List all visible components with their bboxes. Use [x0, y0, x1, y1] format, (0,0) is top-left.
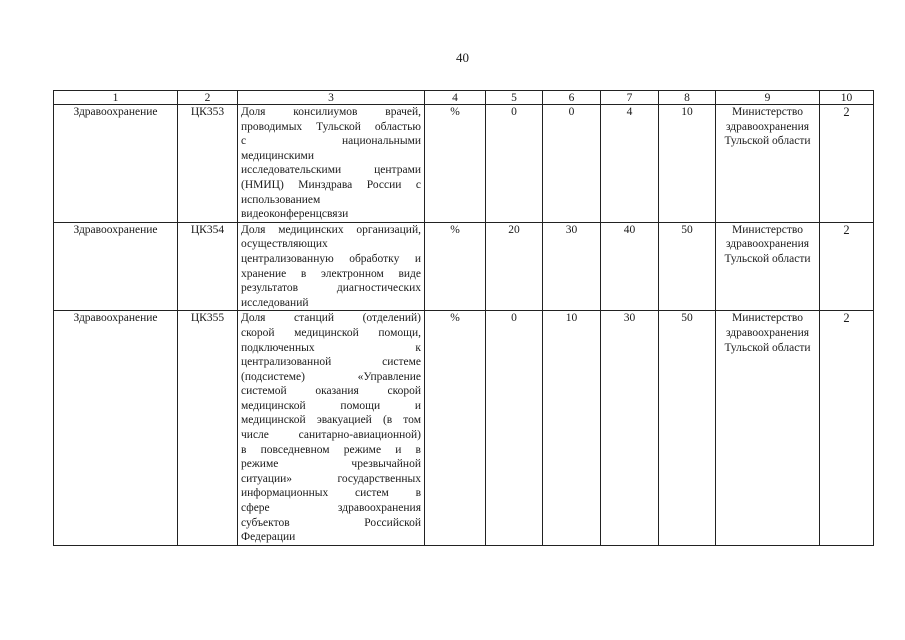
responsible-ministry-cell — [716, 105, 820, 223]
unit-cell: % — [425, 222, 486, 311]
value-cell: 50 — [659, 222, 716, 311]
ministry-line: здравоохранения — [725, 326, 810, 339]
table-body — [54, 105, 874, 546]
indicator-name-line: в повседневном режиме и в — [241, 443, 421, 456]
column-number: 2 — [178, 91, 238, 105]
ministry-line: здравоохранения — [725, 238, 810, 251]
indicator-name-line: (НМИЦ) Минздрава России с — [241, 178, 421, 191]
indicator-name-line: Доля консилиумов врачей, — [241, 106, 421, 118]
indicator-code-cell: ЦК355 — [178, 311, 238, 546]
column-10-cell: 2 — [820, 105, 874, 223]
sector-cell: Здравоохранение — [54, 105, 178, 223]
indicator-name-line: проводимых Тульской областью — [241, 120, 421, 133]
indicator-name-line: системой оказания скорой — [241, 385, 421, 398]
column-10-cell: 2 — [820, 222, 874, 311]
value-cell: 0 — [543, 105, 601, 223]
column-number: 3 — [238, 91, 425, 105]
value-cell: 10 — [659, 105, 716, 223]
column-number: 1 — [54, 91, 178, 105]
indicator-name-line: субъектов Российской — [241, 516, 421, 529]
indicator-code-cell: ЦК354 — [178, 222, 238, 311]
column-number: 4 — [425, 91, 486, 105]
indicator-name-line: результатов диагностических — [241, 282, 421, 295]
value-cell: 10 — [543, 311, 601, 546]
ministry-line: Министерство — [732, 106, 803, 118]
column-number-row — [54, 91, 874, 105]
indicator-name-line: видеоконференцсвязи — [241, 208, 349, 221]
ministry-line: Тульской области — [724, 341, 811, 354]
value-cell: 40 — [601, 222, 659, 311]
ministry-line: Министерство — [732, 223, 803, 236]
indicator-name-line: (подсистеме) «Управление — [241, 370, 421, 383]
indicator-name-line: исследований — [241, 296, 309, 309]
responsible-ministry-cell — [716, 311, 820, 546]
responsible-ministry-cell — [716, 222, 820, 311]
column-10-cell: 2 — [820, 311, 874, 546]
indicator-name-line: Федерации — [241, 531, 296, 544]
value-cell: 20 — [486, 222, 543, 311]
column-number: 10 — [820, 91, 874, 105]
table-row — [54, 311, 874, 546]
indicator-name-line: Доля станций (отделений) — [241, 312, 421, 325]
page-number: 40 — [456, 50, 469, 65]
ministry-line: здравоохранения — [725, 120, 810, 133]
column-number: 8 — [659, 91, 716, 105]
ministry-line: Тульской области — [724, 252, 811, 265]
value-cell: 0 — [486, 105, 543, 223]
column-number: 9 — [716, 91, 820, 105]
indicator-name-line: подключенных к — [241, 341, 421, 354]
indicator-name-line: централизованную обработку и — [241, 252, 421, 265]
indicator-name-line: режиме чрезвычайной — [241, 458, 421, 471]
indicator-name-line: информационных систем в — [241, 487, 421, 500]
sector-cell: Здравоохранение — [54, 311, 178, 546]
indicator-name-cell — [238, 222, 425, 311]
column-number: 5 — [486, 91, 543, 105]
indicator-name-line: числе санитарно-авиационной) — [241, 429, 421, 442]
indicator-name-line: скорой медицинской помощи, — [241, 326, 421, 339]
unit-cell: % — [425, 311, 486, 546]
column-number: 7 — [601, 91, 659, 105]
value-cell: 30 — [543, 222, 601, 311]
indicator-name-line: с национальными — [241, 135, 421, 148]
ministry-line: Тульской области — [724, 135, 811, 148]
indicator-name-line: ситуации» государственных — [241, 472, 421, 485]
column-number: 6 — [543, 91, 601, 105]
indicators-table — [53, 90, 874, 546]
unit-cell: % — [425, 105, 486, 223]
ministry-line: Министерство — [732, 312, 803, 325]
value-cell: 0 — [486, 311, 543, 546]
indicator-name-line: медицинской эвакуацией (в том — [241, 414, 421, 427]
indicator-name-line: медицинскими — [241, 149, 314, 162]
value-cell: 50 — [659, 311, 716, 546]
value-cell: 30 — [601, 311, 659, 546]
indicator-name-line: исследовательскими центрами — [241, 164, 421, 177]
indicator-name-line: Доля медицинских организаций, — [241, 223, 421, 236]
indicator-name-line: использованием — [241, 193, 321, 206]
indicator-name-line: сфере здравоохранения — [241, 502, 421, 515]
sector-cell: Здравоохранение — [54, 222, 178, 311]
indicator-name-line: централизованной системе — [241, 356, 421, 369]
indicator-name-cell — [238, 105, 425, 223]
value-cell: 4 — [601, 105, 659, 223]
indicator-name-line: хранение в электронном виде — [241, 267, 421, 280]
indicator-code-cell: ЦК353 — [178, 105, 238, 223]
table-row — [54, 105, 874, 223]
table-row — [54, 222, 874, 311]
indicator-name-cell — [238, 311, 425, 546]
indicator-name-line: осуществляющих — [241, 238, 328, 251]
indicator-name-line: медицинской помощи и — [241, 399, 421, 412]
